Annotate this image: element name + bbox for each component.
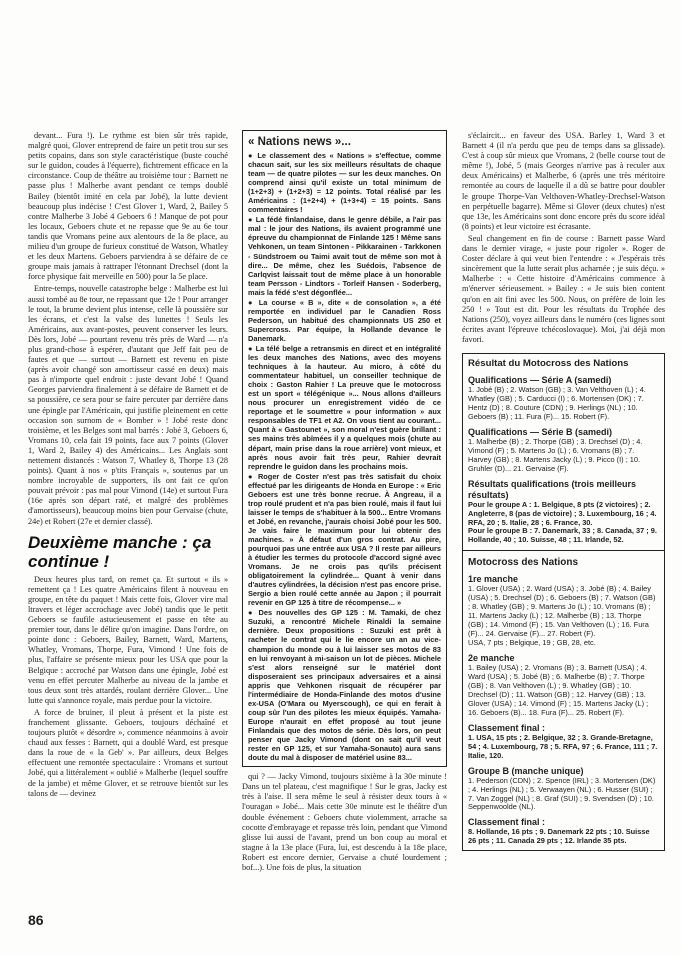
news-item: ● Des nouvelles des GP 125 : M. Tamaki, de chez Suzuki, a rencontré Michele Rinaldi la semaine dernière. Deux propositions : Suzuki est prêt à racheter le contrat qui le lie encore un an au vice-champion du monde ou à lui laisser ses motos de 83 en lui renvoyant à mi-saison un lot de pièces. Michele s'est alors renseigné sur le matériel dont disposeraient ses principaux adversaires et a ainsi appris que Vehkonen risquait de récupérer par l'intermédiaire de Honda-Finlande des motos d'usine ex-USA (O'Mara ou Myerscough), ce qui en ferait à coup sûr l'un des pilotes les mieux équipés. Yamaha-Europe n'aurait en effet proposé au tout jeune Finlandais que des motos de série. Dès lors, on peut penser que Jacky Vimond (dont on sait qu'il veut rester en GP 125, et sur Yamaha-Sonauto) aura sans doute du mal à disposer de matériel usine 83... — [248, 608, 441, 763]
qualification-b-results: 1. Malherbe (B) ; 2. Thorpe (GB) ; 3. Drechsel (D) ; 4. Vimond (F) ; 5. Martens Jo (L) ; 6. Vromans (B) ; 7. Harvey (GB) ; 8. Martens Jacky (L) ; 9. Picco (I) ; 10. Gruhler (D)... 21. Gervaise (F). — [468, 436, 643, 473]
qualification-b-title: Qualifications — Série B (samedi) — [468, 426, 613, 437]
nations-news-title: « Nations news »... — [248, 136, 351, 148]
race1-standings: USA, 7 pts ; Belgique, 19 ; GB, 28, etc. — [468, 638, 596, 648]
group-b-results: Pour le groupe B : 7. Danemark, 33 ; 8. Canada, 37 ; 9. Hollande, 40 ; 10. Suisse, 48 ; 11. Irlande, 52. — [468, 526, 657, 545]
final-standings-b: 8. Hollande, 16 pts ; 9. Danemark 22 pts ; 10. Suisse 26 pts ; 11. Canada 29 pts ; 12. Irlande 35 pts. — [468, 827, 650, 846]
qualification-a-results: 1. Jobé (B) ; 2. Watson (GB) ; 3. Van Velthoven (L) ; 4. Whatley (GB) ; 5. Carducci (I) ; 6. Mortensen (DK) ; 7. Hentz (D) ; 8. Couture (CDN) ; 9. Herlings (NL) ; 10. Geboers (B) ; 11. Fura (F)... 15. Robert (F). — [468, 384, 646, 421]
final-standings: 1. USA, 15 pts ; 2. Belgique, 32 ; 3. Grande-Bretagne, 54 ; 4. Luxembourg, 78 ; 5. RFA, 97 ; 6. France, 111 ; 7. Italie, 120. — [468, 732, 658, 760]
news-item: ● La fédé finlandaise, dans le genre débile, a l'air pas mal : le jour des Nations, ils avaient programmé une épreuve du championnat de Finlande 125 ! Même sans Vehkonen, un team Sintonen - Pikkarainen - Tarkkonen - Sündstroem ou Taimi avait tout de même son mot à dire... De même, chez les Suédois, l'absence de Carlqvist laissait tout de même place à un honorable team Persson - Lindtors - Torleif Hansen - Soderberg, mais la fédé s'est dégonflée... — [248, 215, 441, 297]
group-b-race-results: 1. Pederson (CDN) ; 2. Spence (IRL) ; 3. Mortensen (DK) ; 4. Herlings (NL) ; 5. Verwaayen (NL) ; 6. Husser (SUI) ; 7. Van Zoggel (NL) ; 8. Graf (SUI) ; 9. Svendsen (D) ; 10. Seppenwoolde (NL). — [468, 775, 656, 812]
article-paragraph: devant... Fura !). Le rythme est bien sûr très rapide, malgré quoi, Glover entreprend de faire un petit trou sur ses petits copains, dans son style caractéristique (buste couché sur le guidon, coudes à l'équerre), fichtrement efficace en la circonstance. Coup de théâtre au troisième tour : Barnett ne passe plus ! Malherbe avant pendant ce temps doublé Bailey (bientôt imité en cela par Jobé), la lutte devient beaucoup plus indécise ! C'est Glover 1, Ward, 2, Bailey 5 contre Malherbe 3 Jobé 4 Geboers 6 ! Manque de pot pour les locaux, Geboers chute et ne repasse que 9e au 6e tour tandis que Vromans peine aux alentours de la 8e place, au milieu d'un groupe de furieux constitué de Watson, Whatley et les deux Martens. Geboers parviendra à se défaire de ce groupe mais jamais à rattraper l'étonnant Drechsel (dont la force physique fait merveille en 500) pour la 5e place. — [28, 131, 228, 282]
middle-column — [242, 130, 447, 875]
race1-results: 1. Glover (USA) ; 2. Ward (USA) ; 3. Jobé (B) ; 4. Bailey (USA) ; 5. Drechsel (D) ; 6. Geboers (B) ; 7. Watson (GB) ; 8. Whatley (GB) ; 9. Martens Jo (L) ; 10. Vromans (B) ; 11. Martens Jacky (L) ; 12. Malherbe (B) ; 13. Thorpe (GB) ; 14. Vimond (F) ; 15. Van Velthoven (L) ; 16. Fura (F)... 24. Gervaise (F)... 27. Robert (F). — [468, 584, 656, 639]
nations-main-title: Motocross des Nations — [468, 557, 579, 569]
news-item: ● La télé belge a retransmis en direct et en intégralité les deux manches des Nations, avec des moyens techniques à la hauteur. Au micro, à côté du commentateur habituel, un conseiller technique de choix : Gaston Rahier ! La preuve que le motocross est un sport « télégénique »... Nous allons d'ailleurs nous procurer un enregistrement vidéo de ce reportage et le soumettre « pour information » aux responsables de TF1 et A2. On vous tient au courant... Quant à « Gastounet », son moral n'est guère brillant : ses mains très abîmées il y a quelques mois (chute au départ, main prise dans la roue arrière) vont mieux, et après nous avoir fait très peur, Rahier devrait reprendre le guidon dans les prochains mois. — [248, 343, 441, 471]
results-box — [462, 353, 665, 851]
article-paragraph: Entre-temps, nouvelle catastrophe belge : Malherbe est lui aussi tombé au 8e tour, ne repassant que 12e ! Pour arranger le tout, la brume devient plus intense, celle là poussière sur les écrans, et c'est la valse des lunettes ! Seuls les Américains, aux avant-postes, peuvent conserver les leurs. Dès lors, Jobé — pourtant revenu très près de Ward — n'a plus grand-chose à espérer, d'autant que Jeff fait peu de fautes et que — surtout — Barnett est revenu en piste (après avoir changé son amortisseur cassé en deux) mais pas à n'importe quel endroit : juste devant Jobé ! Quand Georges parviendra finalement à se défaire de Barnett et de sa poussière, ce sera pour se faire percuter par derrière dans une épingle par l'Américain, qui justifie pleinement en cette occasion son surnom de « Bomber » ! Jobé reste donc troisième, et les Belges sont mal barrés : Jobé 3, Geboers 6, Vromans 10, cela fait 19 points, face aux 7 points (Glover 1, Ward 2, Bailey 4) des Américains... Les Anglais sont nettement distancés : Watson 7, Whatley 8, Thorpe 13 (28 points). Quant à nos « p'tits Français », soutenus par un nombre incroyable de supporters, ils ont fait ce qu'on pouvait prévoir : pas mal pour Vimond (14e) et surtout Fura (16e après son départ raté, et malgré des problèmes d'amortisseurs), beaucoup moins bien pour Gervaise (chute, 24e) et Robert (27e et dernier classé). — [28, 284, 228, 526]
race1-title: 1re manche — [468, 574, 519, 585]
nations-news-box — [242, 130, 447, 767]
race2-title: 2e manche — [468, 653, 515, 664]
article-paragraph: A force de bruiner, il pleut à présent et la piste est franchement glissante. Geboers, toujours déchaîné et toujours plutôt « désordre », commence néanmoins à avoir chaud aux fesses : Barnett, qui a doublé Ward, est presque dans la roue de « la Geb' ». Par ailleurs, deux Belges effectuent une remontée spectaculaire : Vromans et surtout Jobé, qui a littéralement « oublié » Malherbe (lequel souffre de la jambe) et même Glover, et se retrouve bientôt sur les talons de — devinez — [28, 707, 228, 798]
final-standings-b-title: Classement final : — [468, 817, 546, 828]
article-paragraph: Seul changement en fin de course : Barnett passe Ward dans le dernier virage, « juste pour rigoler ». Roger de Coster déclare à qui veut bien l'entendre : « J'espérais très sincèrement que la lutte serait plus acharnée ; je suis déçu. » Malherbe : « Cette histoire d'Américains commence à m'énerver sérieusement. » Bailey : « Je suis bien content qu'on en ait fini avec les 500. Nous, on préfère de loin les 250 ! » Tout est dit. Pour les résultats du Trophée des Nations (250), voyez ailleurs dans le numéro (ces lignes sont écrites avant l'épreuve tchécoslovaque). Moi, j'ai déjà mon favori. — [462, 233, 665, 344]
qualification-a-title: Qualifications — Série A (samedi) — [468, 374, 612, 385]
news-item: ● Le classement des « Nations » s'effectue, comme chacun sait, sur les six meilleurs résultats de chaque team — de quatre pilotes — sur les deux manches. On comprend ainsi qu'il existe un total minimum de (1+2+3) + (1+2+3) = 12 points. Total réalisé par les Américains : (1+2+4) + (1+3+4) = 15 points. Sans commentaires ! — [248, 151, 441, 215]
article-paragraph: qui ? — Jacky Vimond, toujours sixième à la 30e minute ! Dans un tel plateau, c'est magnifique ! Sur le gras, Jacky est très à l'aise. Il sera même le seul à résister deux tours à « l'ouragan » Jobé... Mais cette 30e minute est le théâtre d'un double événement : Geboers chute violemment, arrache sa cocotte d'embrayage et repasse très loin, pendant que Vimond glisse lui aussi de l'avant, prend un bon coup au moral et stagne à la 13e place (Fura, lui, est descendu à la 18e place, Robert est encore dernier, Gervaise a chuté lourdement ; bof...). Une fois de plus, la situation — [242, 772, 447, 872]
article-paragraph: s'éclaircit... en faveur des USA. Barley 1, Ward 3 et Barnett 4 (il n'a perdu que peu de temps dans sa glissade). C'est à coup sûr mieux que Vromans, 2 (belle course tout de même !), Jobé, 5 (mais Georges n'arrive pas à reculer aux deux Américains) et Malherbe, 6 (après une très méritoire remontée au cours de laquelle il a dû se battre pour doubler le groupe Thorpe-Van Velthoven-Whatley-Drechsel-Watson en perpétuelle bagarre). Même si Glover (deux chutes) n'est que 13e, les Américains sont donc encore près du score idéal (8 points) et leur victoire est écrasante. — [462, 131, 665, 231]
final-standings-title: Classement final : — [468, 722, 546, 733]
section-heading: Deuxième manche : ça continue ! — [28, 532, 212, 571]
news-item: ● Roger de Coster n'est pas très satisfait du choix effectué par les dirigeants de Honda en Europe : « Eric Geboers est une très bonne recrue. À Angreau, il a trop roulé prudent et n'a pas bien roulé, mais il faut lui laisser le temps de s'habituer à la 500... Entre Vromans et Jobé, en revanche, j'aurais choisi Jobé pour les 500. Je vais faire le maximum pour lui obtenir des machines. » À défaut d'un gros contrat. Au pire, pourquoi pas une entrée aux USA ? Il reste par ailleurs à étudier les termes du protocole d'accord signé avec Vromans. Je ne crois pas qu'ils précisent obligatoirement la cylindrée... Quant à venir dans d'autres cylindrées, la décision n'est pas encore prise. Sergio a bien roulé cette année au Japon ; il pourrait revenir en GP 125 à titre de récompense... » — [248, 471, 441, 608]
divider — [463, 550, 664, 551]
results-title: Résultat du Motocross des Nations — [468, 357, 629, 369]
group-b-race-title: Groupe B (manche unique) — [468, 765, 584, 776]
left-column — [28, 131, 228, 801]
qualification-summary-title: Résultats qualifications (trois meilleurs résultats) — [468, 478, 637, 500]
right-column — [462, 131, 665, 851]
page-number: 86 — [28, 912, 44, 928]
news-item: ● La course « B », dite « de consolation », a été remportée en individuel par le Canadien Ross Pederson, un habitué des championnats US 250 et Supercross. Par équipe, la Hollande devance le Danemark. — [248, 297, 441, 343]
race2-results: 1. Bailey (USA) ; 2. Vromans (B) ; 3. Barnett (USA) ; 4. Ward (USA) ; 5. Jobé (B) ; 6. Malherbe (B) ; 7. Thorpe (GB) ; 8. Van Velthoven (L) ; 9. Whatley (GB) ; 10. Drechsel (D) ; 11. Watson (GB) ; 12. Harvey (GB) ; 13. Glover (USA) ; 14. Vimond (F) ; 15. Martens Jacky (L) ; 16. Geboers (B)... 18. Fura (F)... 25. Robert (F). — [468, 663, 649, 717]
group-a-results: Pour le groupe A : 1. Belgique, 8 pts (2 victoires) ; 2. Angleterre, 8 (pas de victoire) ; 3. Luxembourg, 16 ; 4. RFA, 20 ; 5. Italie, 28 ; 6. France, 30. — [468, 499, 657, 527]
middle-continuation — [242, 772, 447, 873]
article-paragraph: Deux heures plus tard, on remet ça. Et surtout « ils » remettent ça ! Les quatre Américains filent à nouveau en groupe, en tête du paquet ! Mais cette fois, Glover vire mal ltravers et léger accrochage avec Jobé) tandis que le petit Geboers se faufile astucieusement et passe en tête au premier tour, dans le délire qu'on imagine. Dans l'ordre, on pointe donc : Geboers, Bailey, Barnett, Ward, Martens, Whatley, Vromans, Thorpe, Fura, Vimond ! Une fois de plus, l'affaire se présente mieux pour les USA que pour la Belgique : accroché par Watson dans une épingle, Jobé est venu en effet percuter Malherbe au niveau de la jambe et tous deux sont très attardés, roulant derrière Glover... Une lutte qui s'annonce royale, mais perdue pour la victoire. — [28, 574, 228, 705]
